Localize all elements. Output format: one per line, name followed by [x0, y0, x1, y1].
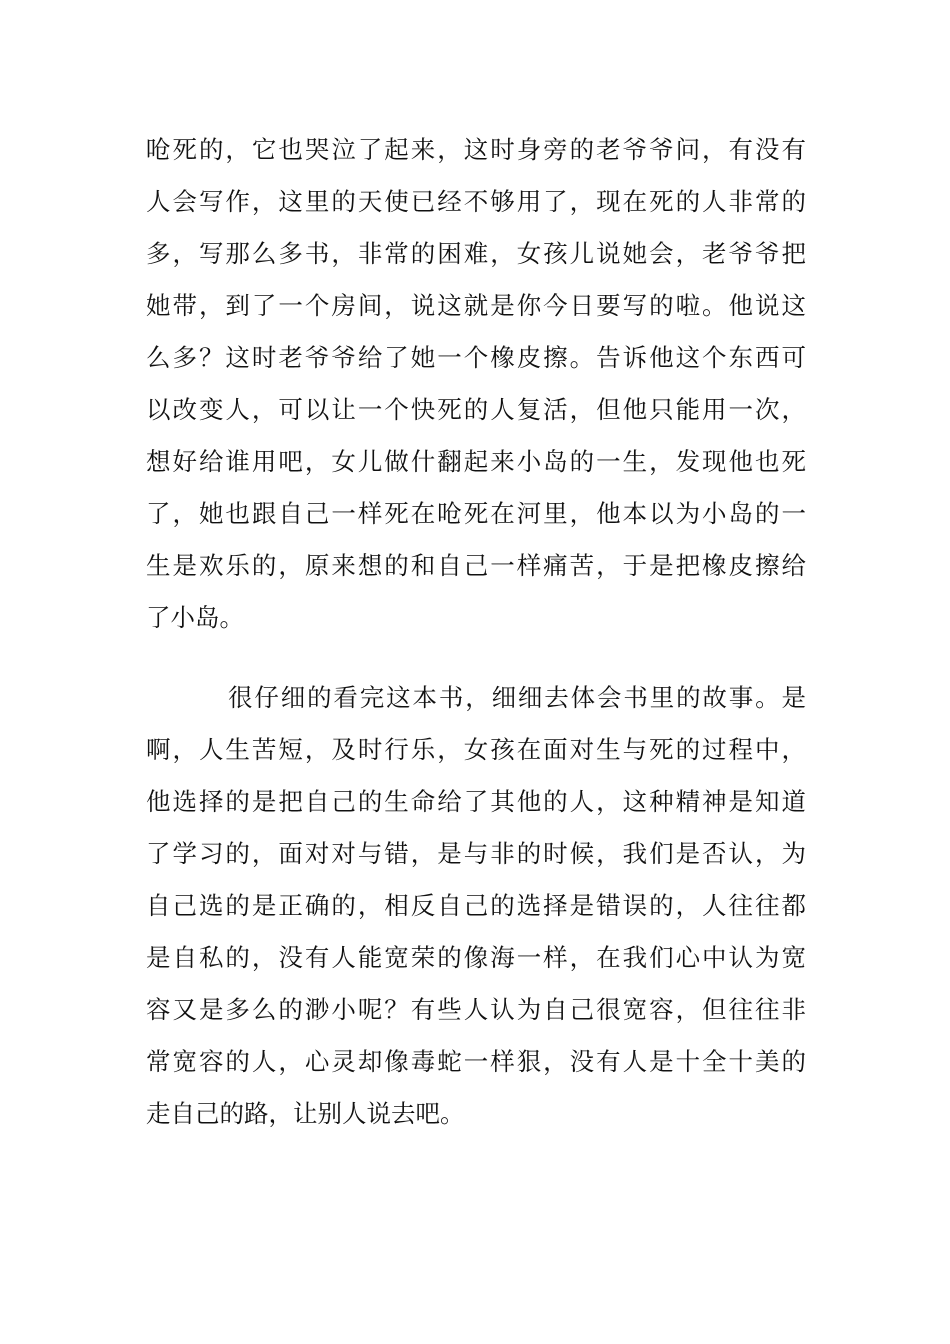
paragraph-line: 呛死的，它也哭泣了起来，这时身旁的老爷爷问，有没有	[146, 135, 806, 164]
paragraph-1	[146, 124, 806, 644]
paragraph-line: 自己选的是正确的，相反自己的选择是错误的，人往往都	[146, 891, 806, 920]
paragraph-line: 了小岛。	[146, 603, 244, 632]
paragraph-line: 她带，到了一个房间，说这就是你今日要写的啦。他说这	[146, 291, 806, 320]
paragraph-line: 么多？这时老爷爷给了她一个橡皮擦。告诉他这个东西可	[146, 343, 806, 372]
paragraph-line: 他选择的是把自己的生命给了其他的人，这种精神是知道	[146, 787, 806, 816]
paragraph-line: 容又是多么的渺小呢？有些人认为自己很宽容，但往往非	[146, 995, 806, 1024]
paragraph-line: 常宽容的人，心灵却像毒蛇一样狠，没有人是十全十美的	[146, 1047, 806, 1076]
paragraph-line: 人会写作，这里的天使已经不够用了，现在死的人非常的	[146, 187, 806, 216]
paragraph-line: 啊，人生苦短，及时行乐，女孩在面对生与死的过程中，	[146, 735, 806, 764]
paragraph-line: 走自己的路，让别人说去吧。	[146, 1099, 465, 1128]
paragraph-line: 多，写那么多书，非常的困难，女孩儿说她会，老爷爷把	[146, 239, 806, 268]
paragraph-line: 生是欢乐的，原来想的和自己一样痛苦，于是把橡皮擦给	[146, 551, 806, 580]
paragraph-line: 是自私的，没有人能宽荣的像海一样，在我们心中认为宽	[146, 943, 806, 972]
paragraph-line: 很仔细的看完这本书，细细去体会书里的故事。是	[228, 683, 806, 712]
paragraph-line: 了，她也跟自己一样死在呛死在河里，他本以为小岛的一	[146, 499, 806, 528]
paragraph-line: 以改变人，可以让一个快死的人复活，但他只能用一次，	[146, 395, 806, 424]
paragraph-line: 了学习的，面对对与错，是与非的时候，我们是否认，为	[146, 839, 806, 868]
paragraph-line: 想好给谁用吧，女儿做什翻起来小岛的一生，发现他也死	[146, 447, 806, 476]
paragraph-2	[146, 672, 806, 1140]
